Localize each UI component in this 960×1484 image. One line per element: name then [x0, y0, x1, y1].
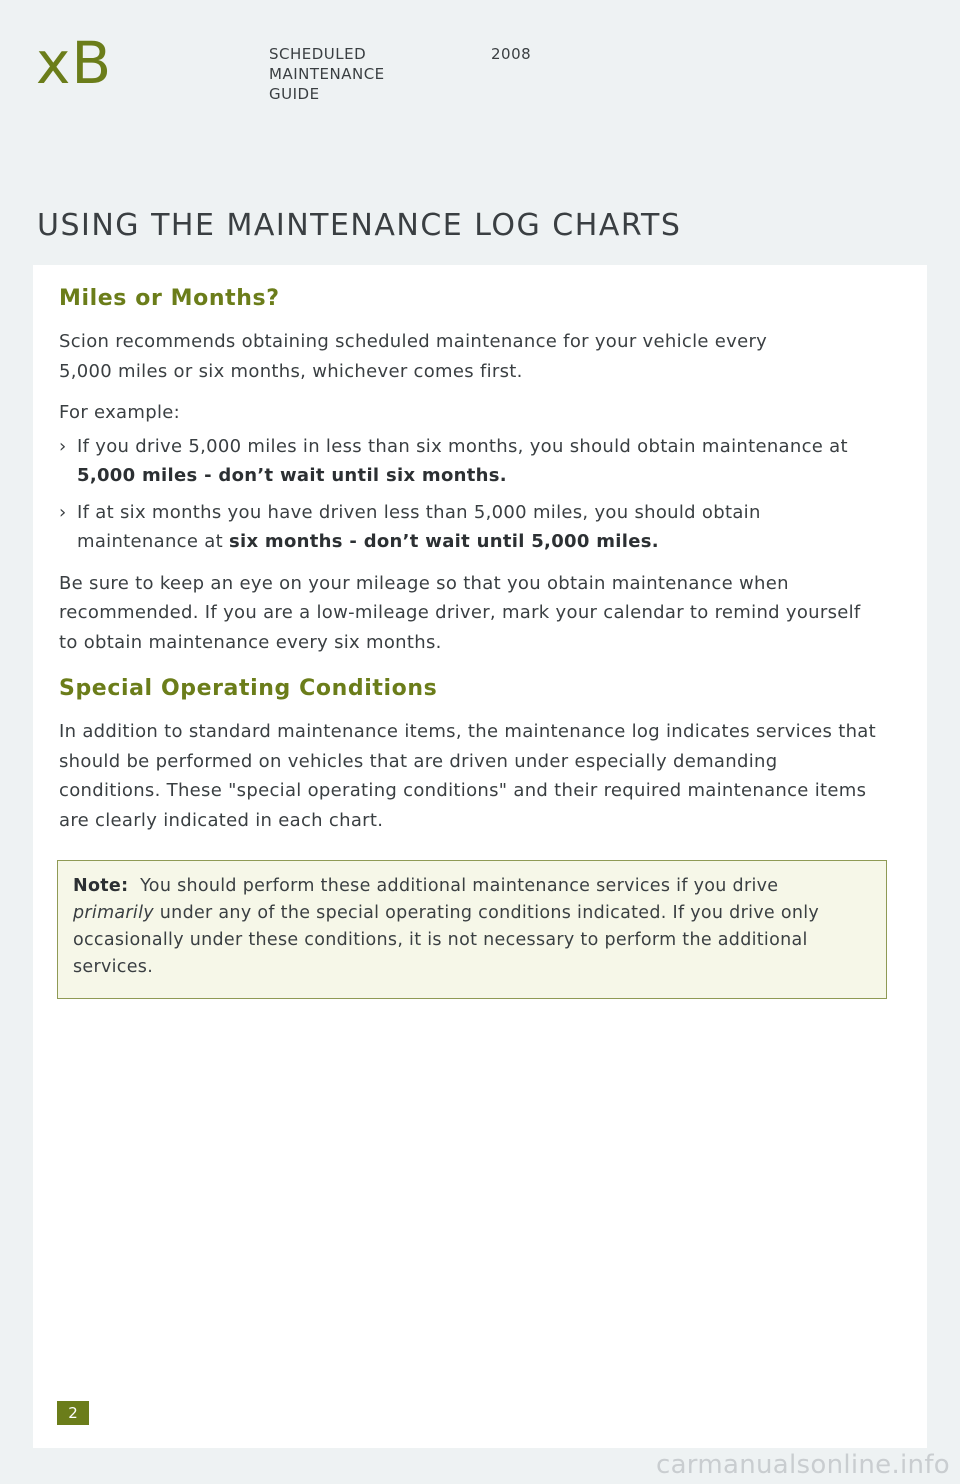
intro-line: Scion recommends obtaining scheduled maintenance for your vehicle every [59, 331, 768, 352]
miles-or-months-heading: Miles or Months? [59, 286, 280, 311]
note-emphasis: primarily [73, 903, 154, 923]
example-list [59, 432, 889, 557]
example-label: For example: [59, 402, 180, 423]
note-text: occasionally under these conditions, it is not necessary to perform the additional [73, 930, 808, 950]
closing-paragraph [59, 569, 889, 658]
closing-line: recommended. If you are a low-mileage driver, mark your calendar to remind yourself [59, 602, 861, 623]
note-text: under any of the special operating conditions indicated. If you drive only [153, 903, 820, 923]
chevron-right-icon: › [59, 435, 67, 457]
list-item [59, 432, 889, 491]
bullet-emphasis: 5,000 miles - don’t wait until six months. [77, 465, 507, 486]
list-item [59, 498, 889, 557]
bullet-text: If you drive 5,000 miles in less than six months, you should obtain maintenance at [77, 435, 848, 457]
xb-logo: xB [36, 29, 113, 97]
special-line: should be performed on vehicles that are driven under especially demanding [59, 750, 778, 772]
note-box [57, 860, 887, 999]
intro-paragraph [59, 327, 889, 386]
bullet-text: maintenance at [77, 531, 229, 552]
note-text: You should perform these additional maintenance services if you drive [140, 876, 779, 896]
note-label: Note: [73, 876, 129, 896]
content-panel [33, 265, 927, 1448]
bullet-text: If at six months you have driven less than 5,000 miles, you should obtain [77, 501, 761, 523]
guide-title-line: SCHEDULED [269, 45, 367, 63]
special-line: conditions. These "special operating conditions" and their required maintenance items [59, 780, 867, 801]
page-number: 2 [57, 1401, 89, 1425]
special-conditions-heading: Special Operating Conditions [59, 676, 438, 701]
guide-title [269, 44, 385, 104]
intro-line: 5,000 miles or six months, whichever comes first. [59, 360, 523, 382]
content-body [59, 283, 889, 835]
special-line: In addition to standard maintenance items, the maintenance log indicates services that [59, 721, 876, 742]
special-line: are clearly indicated in each chart. [59, 809, 384, 831]
page-title: USING THE MAINTENANCE LOG CHARTS [37, 208, 682, 243]
guide-title-line: MAINTENANCE [269, 65, 385, 83]
closing-line: Be sure to keep an eye on your mileage so that you obtain maintenance when [59, 572, 789, 594]
guide-title-line: GUIDE [269, 85, 320, 103]
bullet-emphasis: six months - don’t wait until 5,000 miles. [228, 531, 659, 552]
chevron-right-icon: › [59, 501, 67, 523]
note-text: services. [73, 957, 154, 977]
special-conditions-paragraph [59, 717, 889, 835]
guide-year: 2008 [491, 45, 532, 63]
watermark: carmanualsonline.info [655, 1450, 950, 1480]
closing-line: to obtain maintenance every six months. [59, 631, 442, 653]
